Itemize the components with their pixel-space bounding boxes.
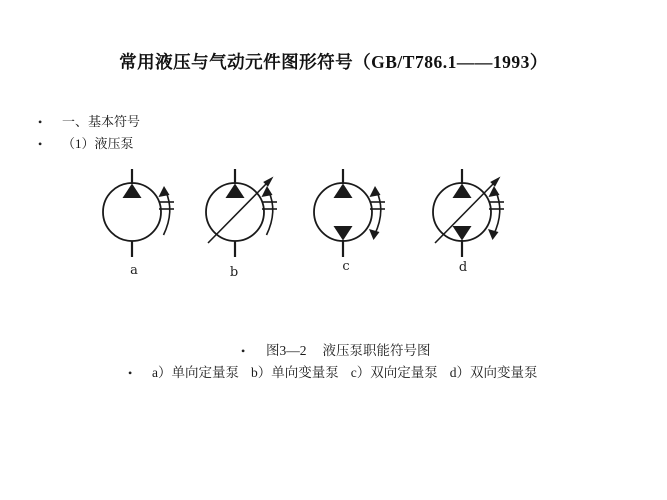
flow-triangle-up-icon xyxy=(334,184,353,199)
bullet-icon: • xyxy=(128,366,133,380)
legend-item-a: a）单向定量泵 xyxy=(152,365,239,380)
pump-symbol-c xyxy=(314,169,385,274)
bullet-icon: • xyxy=(38,115,43,129)
figure-caption xyxy=(241,341,431,361)
bullet-icon: • xyxy=(241,344,246,358)
flow-triangle-down-icon xyxy=(334,226,353,241)
rotation-arrow xyxy=(267,191,273,235)
symbol-label-c: c xyxy=(342,259,350,274)
rotation-arrow xyxy=(494,191,500,235)
flow-triangle-icon xyxy=(123,184,142,199)
flow-triangle-up-icon xyxy=(453,184,472,199)
symbol-label-b: b xyxy=(229,265,239,280)
legend-item-b: b）单向变量泵 xyxy=(251,365,339,380)
rotation-arrowhead-icon xyxy=(488,229,499,240)
rotation-arrowhead-icon xyxy=(369,229,380,240)
bullet-text: （1）液压泵 xyxy=(62,136,134,151)
slide-title: 常用液压与气动元件图形符号（GB/T786.1——1993） xyxy=(119,52,548,72)
rotation-arrow xyxy=(375,191,381,235)
pump-symbol-d xyxy=(433,169,504,275)
rotation-arrow xyxy=(164,191,170,235)
flow-triangle-down-icon xyxy=(453,226,472,241)
symbol-label-d: d xyxy=(458,260,468,275)
bullet-text: 一、基本符号 xyxy=(62,114,141,129)
legend-item-c: c）双向定量泵 xyxy=(350,365,438,380)
legend-item-d: d）双向变量泵 xyxy=(449,365,538,380)
flow-triangle-icon xyxy=(226,184,245,199)
bullet-icon: • xyxy=(38,137,43,151)
figure-caption-text: 液压泵职能符号图 xyxy=(322,343,431,358)
symbol-label-a: a xyxy=(130,263,138,278)
figure-number: 图3—2 xyxy=(266,343,307,358)
pump-symbol-a xyxy=(103,169,174,278)
pump-symbol-b xyxy=(206,169,277,280)
figure-legend xyxy=(128,363,538,383)
